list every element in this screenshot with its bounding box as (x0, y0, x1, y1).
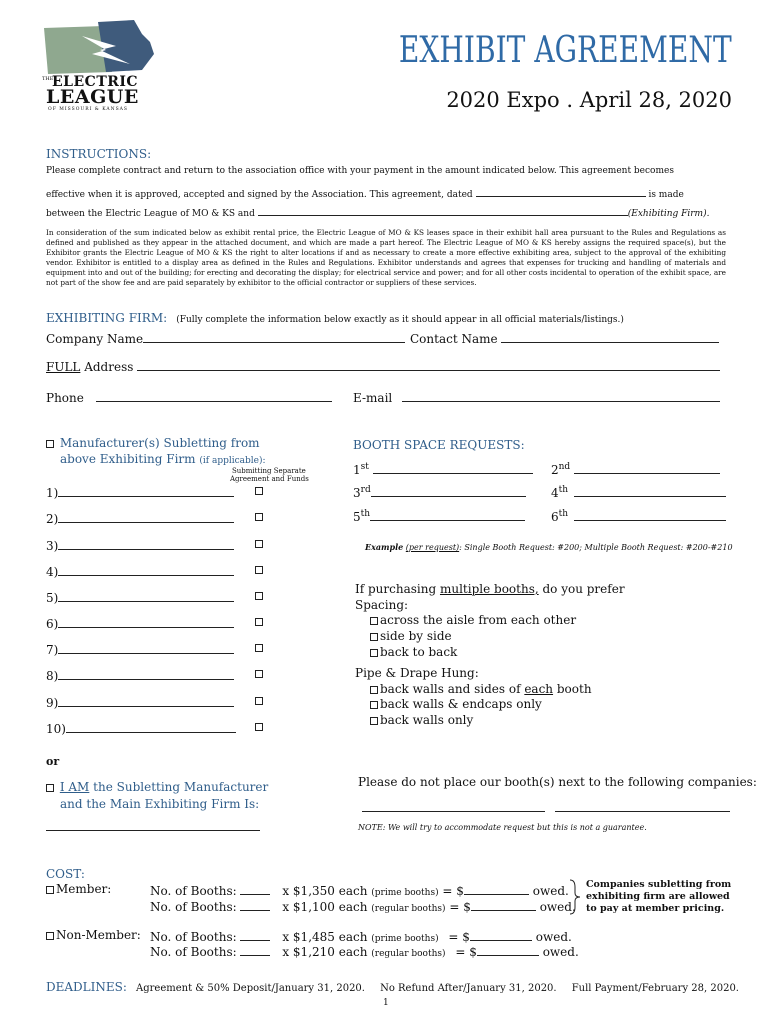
owed-label: owed. (539, 900, 576, 914)
iam-checkbox[interactable] (46, 784, 54, 792)
instructions-paragraph: In consideration of the sum indicated below as exhibit rental price, the Electric League of MO & KS leases space in their exhibit hall area pursuant to the Rules and Regulations as defined and published as they appear in the attached document, and which are made a part hereof. The Electric League of MO & KS hereby assigns the required space(s), but the Exhibitor grants the Electric League of MO & KS the right to alter locations if and as necessary to create a more effective exhibiting area, subject to the approval of the exhibiting vendor. Exhibitor is entitled to a display area as defined in the Rules and Regulations. Exhibitor understands and agrees that expenses for trucking and handling of materials and equipment into and out of the building; for erecting and decorating the display; for electrical service and power; and for all other costs incidental to operation of the exhibit space, are not part of the show fee and are paid separately by exhibitor to the official contractor or suppliers of these services. (46, 228, 726, 287)
cost-row-nonmember-prime (150, 928, 572, 944)
booth-count-field[interactable] (240, 943, 270, 956)
sublet-row (46, 484, 234, 500)
sublet-row (46, 537, 234, 553)
sublet-row-field[interactable] (58, 641, 234, 654)
sublet-row-field[interactable] (66, 720, 236, 733)
instructions-line3b: (Exhibiting Firm). (627, 209, 710, 219)
booth-suffix: th (558, 509, 569, 519)
separate-checkbox[interactable] (255, 670, 263, 678)
booth-suffix: st (360, 462, 369, 472)
spacing-label: Spacing: (355, 598, 409, 612)
sublet-row-field[interactable] (58, 484, 234, 497)
avoid-company-field-2[interactable] (555, 799, 730, 812)
price-type: (regular booths) (371, 949, 446, 959)
sublet-row-label: 10) (46, 722, 66, 736)
phone-label: Phone (46, 391, 84, 405)
or-text: or (46, 755, 60, 768)
sublet-row (46, 694, 234, 710)
example-text: : Single Booth Request: #200; Multiple Booth Request: #200-#210 (459, 543, 733, 552)
sublet-row (46, 563, 234, 579)
instructions-heading: INSTRUCTIONS: (46, 147, 152, 161)
times: x (282, 930, 290, 944)
instructions-line1: Please complete contract and return to the association office with your payment in the amount indicated below. This agreement becomes (46, 166, 674, 176)
avoid-company-field-1[interactable] (362, 799, 545, 812)
booth-request-1 (353, 461, 533, 477)
booth-request-2 (551, 461, 720, 477)
sublet-row (46, 667, 234, 683)
amount-owed-field[interactable] (464, 882, 529, 895)
logo-sub: OF MISSOURI & KANSAS (48, 107, 129, 112)
cost-row-nonmember-regular (150, 943, 579, 959)
pipe-option-2[interactable] (370, 697, 542, 711)
price: $1,350 each (292, 884, 368, 898)
contact-row (410, 330, 719, 346)
instructions-line3 (46, 205, 709, 219)
separate-checkbox[interactable] (255, 697, 263, 705)
times: x (282, 900, 290, 914)
pipe-option-3[interactable] (370, 713, 473, 727)
times: x (282, 884, 290, 898)
firm-heading: EXHIBITING FIRM: (46, 311, 168, 325)
sublet-row-label: 2) (46, 512, 59, 526)
example-label: Example (365, 542, 404, 552)
address-field[interactable] (137, 358, 720, 371)
iam-row1 (46, 780, 268, 794)
owed-label: owed. (535, 930, 572, 944)
instructions-line3a: between the Electric League of MO & KS and (46, 209, 255, 219)
booth-num: 1 (353, 463, 361, 477)
address-label: Address (80, 360, 134, 374)
separate-checkbox[interactable] (255, 487, 263, 495)
amount-owed-field[interactable] (470, 928, 532, 941)
phone-field[interactable] (96, 389, 332, 402)
nonmember-label-row (46, 928, 141, 942)
booth-suffix: nd (558, 462, 571, 472)
sublet-heading1: Manufacturer(s) Subletting from (59, 436, 260, 450)
sublet-separate1: Submitting Separate (232, 467, 306, 475)
full-label: FULL (46, 360, 81, 374)
booth-count-field[interactable] (240, 898, 270, 911)
sublet-row-label: 3) (46, 539, 59, 553)
multiple-question (355, 582, 625, 596)
separate-checkbox[interactable] (255, 513, 263, 521)
booth-num: 4 (551, 486, 559, 500)
email-label: E-mail (353, 391, 393, 405)
sublet-row-field[interactable] (58, 615, 234, 628)
sublet-row-field[interactable] (58, 667, 234, 680)
booth-request-field[interactable] (574, 484, 726, 497)
sublet-if-applicable: (if applicable): (199, 456, 266, 466)
option-label: side by side (380, 629, 452, 643)
sublet-row-field[interactable] (58, 537, 234, 550)
booth-request-6 (551, 508, 726, 524)
owed-label: owed. (532, 884, 569, 898)
spacing-option-back[interactable] (370, 645, 457, 659)
deadlines-heading: DEADLINES: (46, 980, 127, 994)
electric-league-logo (42, 20, 157, 115)
price: $1,100 each (292, 900, 368, 914)
separate-checkbox[interactable] (255, 618, 263, 626)
firm-heading-row (46, 307, 624, 326)
multiple-q-emph: multiple booths, (439, 582, 539, 596)
sublet-checkbox[interactable] (46, 440, 54, 448)
checkbox[interactable] (370, 701, 378, 709)
equals: = $ (442, 884, 464, 898)
booths-label: No. of Booths: (150, 930, 237, 944)
booth-request-field[interactable] (373, 461, 533, 474)
sublet-heading (46, 436, 260, 450)
booth-num: 3 (353, 486, 361, 500)
cost-row-member-regular (150, 898, 576, 914)
main-exhibiting-firm-field[interactable] (46, 818, 260, 831)
phone-row (46, 389, 332, 405)
firm-note: (Fully complete the information below exactly as it should appear in all official materials/listings.) (176, 315, 624, 325)
booth-request-field[interactable] (574, 508, 726, 521)
cost-heading: COST: (46, 867, 85, 881)
option-label: back walls only (380, 713, 474, 727)
sublet-row (46, 641, 234, 657)
price-type: (prime booths) (371, 888, 439, 898)
member-label: Member: (56, 882, 112, 896)
separate-checkbox[interactable] (255, 566, 263, 574)
deadline-1: Agreement & 50% Deposit/January 31, 2020. (136, 983, 365, 994)
booth-request-field[interactable] (371, 484, 526, 497)
avoid-text: Please do not place our booth(s) next to the following companies: (358, 775, 757, 789)
email-row (353, 389, 720, 405)
iam-row2: and the Main Exhibiting Firm Is: (60, 797, 260, 811)
logo-the: THE (42, 76, 54, 82)
sublet-row (46, 720, 236, 736)
booth-example (365, 542, 733, 552)
price: $1,210 each (292, 945, 368, 959)
checkbox[interactable] (370, 717, 378, 725)
deadline-3: Full Payment/February 28, 2020. (571, 983, 739, 994)
address-row (46, 358, 720, 374)
booth-num: 5 (353, 510, 361, 524)
company-row (46, 330, 405, 346)
price-type: (prime booths) (371, 934, 439, 944)
page-title: EXHIBIT AGREEMENT (399, 30, 732, 71)
sublet-row-label: 9) (46, 696, 59, 710)
note-line: to pay at member pricing. (586, 903, 725, 914)
spacing-option-across[interactable] (370, 613, 576, 627)
sublet-row-field[interactable] (58, 563, 234, 576)
amount-owed-field[interactable] (477, 943, 539, 956)
sublet-row (46, 510, 234, 526)
booth-num: 6 (551, 510, 559, 524)
sublet-row-label: 5) (46, 591, 59, 605)
sublet-heading2-row (60, 452, 266, 466)
brace (568, 879, 582, 915)
booth-num: 2 (551, 463, 559, 477)
option-label: across the aisle from each other (380, 613, 577, 627)
exhibiting-firm-name-field[interactable] (258, 205, 628, 216)
option-label-end: booth (553, 682, 592, 696)
booths-label: No. of Booths: (150, 945, 237, 959)
booths-label: No. of Booths: (150, 900, 237, 914)
member-checkbox[interactable] (46, 886, 54, 894)
sublet-heading2: above Exhibiting Firm (60, 452, 196, 466)
booths-label: No. of Booths: (150, 884, 237, 898)
owed-label: owed. (542, 945, 579, 959)
option-label: back to back (380, 645, 458, 659)
page-subtitle: 2020 Expo . April 28, 2020 (446, 88, 732, 112)
booth-suffix: th (558, 485, 569, 495)
sublet-row-field[interactable] (58, 589, 234, 602)
sublet-row (46, 615, 234, 631)
booth-suffix: th (360, 509, 371, 519)
email-field[interactable] (402, 389, 720, 402)
sublet-separate2: Agreement and Funds (230, 475, 309, 483)
booth-request-3 (353, 484, 526, 500)
example-paren: (per request) (405, 543, 460, 552)
price: $1,485 each (292, 930, 368, 944)
agreement-date-field[interactable] (476, 186, 646, 197)
sublet-row-label: 6) (46, 617, 59, 631)
spacing-option-side[interactable] (370, 629, 452, 643)
sublet-row-field[interactable] (58, 694, 234, 707)
contact-name-field[interactable] (501, 330, 719, 343)
equals: = $ (449, 900, 471, 914)
nonmember-checkbox[interactable] (46, 932, 54, 940)
option-label: back walls and sides of (380, 682, 525, 696)
contact-label: Contact Name (410, 332, 498, 346)
deadlines-row (46, 976, 739, 995)
note-line: Companies subletting from (586, 879, 732, 890)
multiple-q2: do you prefer (538, 582, 625, 596)
instructions-line2 (46, 186, 684, 200)
pipe-option-1[interactable] (370, 682, 592, 696)
sublet-row-label: 7) (46, 643, 59, 657)
iam-l1: the Subletting Manufacturer (89, 780, 269, 794)
pipe-label: Pipe & Drape Hung: (355, 666, 479, 680)
separate-checkbox[interactable] (255, 644, 263, 652)
cost-row-member-prime (150, 882, 569, 898)
multiple-q1: If purchasing (355, 582, 440, 596)
booth-request-field[interactable] (574, 461, 720, 474)
sublet-row-label: 1) (46, 486, 59, 500)
checkbox[interactable] (370, 617, 378, 625)
note-line: exhibiting firm are allowed (586, 891, 730, 902)
logo-line1: ELECTRIC (52, 74, 139, 90)
sublet-row-field[interactable] (58, 510, 234, 523)
amount-owed-field[interactable] (471, 898, 536, 911)
price-type: (regular booths) (371, 904, 446, 914)
option-label: back walls & endcaps only (380, 697, 542, 711)
sublet-row-label: 8) (46, 669, 59, 683)
avoid-note: NOTE: We will try to accommodate request but this is not a guarantee. (358, 823, 647, 832)
member-pricing-note (586, 879, 731, 915)
logo-graphic (42, 20, 157, 76)
company-label: Company Name (46, 332, 144, 346)
times: x (282, 945, 290, 959)
separate-checkbox[interactable] (255, 723, 263, 731)
booth-count-field[interactable] (240, 928, 270, 941)
nonmember-label: Non-Member: (56, 928, 141, 942)
instructions-line2b: is made (648, 190, 684, 200)
iam-emph: I AM (59, 780, 90, 794)
checkbox[interactable] (370, 649, 378, 657)
booth-heading: BOOTH SPACE REQUESTS: (353, 438, 525, 452)
booth-request-field[interactable] (370, 508, 525, 521)
sublet-row (46, 589, 234, 605)
page-number: 1 (383, 998, 389, 1008)
booth-suffix: rd (360, 485, 371, 495)
booth-request-4 (551, 484, 726, 500)
sublet-row-label: 4) (46, 565, 59, 579)
separate-checkbox[interactable] (255, 540, 263, 548)
checkbox[interactable] (370, 633, 378, 641)
logo-line2: LEAGUE (46, 86, 139, 108)
booth-count-field[interactable] (240, 882, 270, 895)
booth-request-5 (353, 508, 525, 524)
equals: = $ (455, 945, 477, 959)
checkbox[interactable] (370, 686, 378, 694)
separate-checkbox[interactable] (255, 592, 263, 600)
option-emph: each (524, 682, 554, 696)
equals: = $ (448, 930, 470, 944)
company-name-field[interactable] (143, 330, 405, 343)
instructions-line2a: effective when it is approved, accepted and signed by the Association. This agreement, dated (46, 190, 473, 200)
member-label-row (46, 882, 111, 896)
deadline-2: No Refund After/January 31, 2020. (380, 983, 557, 994)
